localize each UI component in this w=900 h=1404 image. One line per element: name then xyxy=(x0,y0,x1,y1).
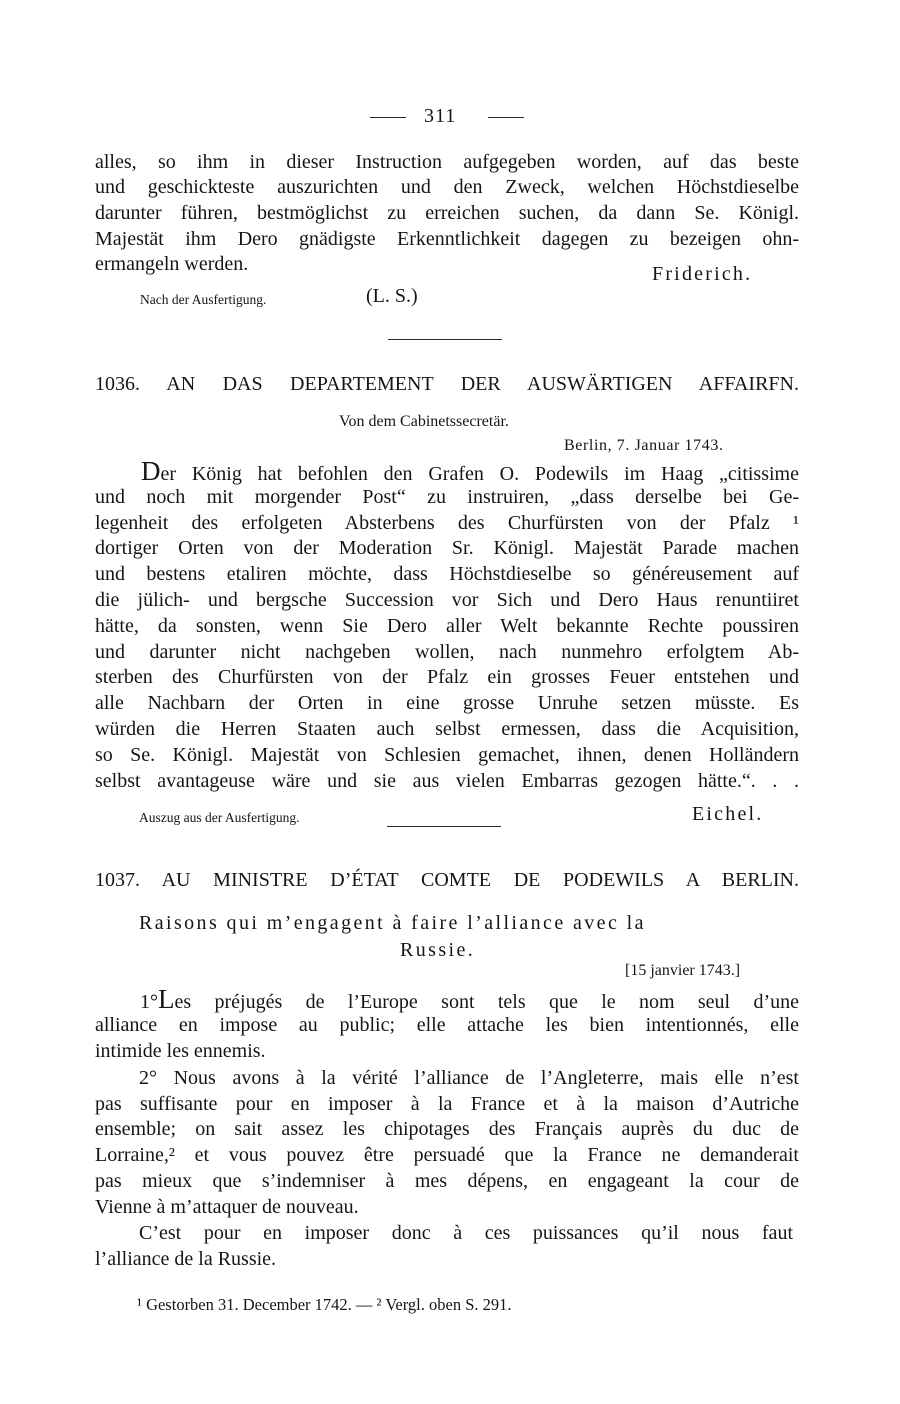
text-line: alliance en impose au public; elle attache les bien intentionnés, elle xyxy=(95,1014,799,1036)
text-line: selbst avantageuse wäre und sie aus vielen Embarras gezogen hätte.“. . . xyxy=(95,770,799,792)
dateline: Berlin, 7. Januar 1743. xyxy=(564,437,724,454)
text-line: und bestens etaliren möchte, dass Höchstdieselbe so généreusement auf xyxy=(95,563,799,585)
text-line: l’alliance de la Russie. xyxy=(95,1248,277,1270)
text-line: C’est pour en imposer donc à ces puissances qu’il nous faut xyxy=(139,1222,793,1244)
section-divider xyxy=(387,826,501,827)
drop-capital: D xyxy=(141,456,161,486)
signature: Friderich. xyxy=(652,263,753,285)
text-line: und geschickteste auszurichten und den Zweck, welchen Höchstdieselbe xyxy=(95,176,799,198)
section-divider xyxy=(388,339,502,340)
letter-title: Russie. xyxy=(400,939,476,961)
text-line: Lorraine,² et vous pouvez être persuadé que la France ne demanderait xyxy=(95,1144,799,1166)
text-line: ensemble; on sait assez les chipotages des Français auprès du duc de xyxy=(95,1118,799,1140)
footnotes: ¹ Gestorben 31. December 1742. — ² Vergl. oben S. 291. xyxy=(137,1295,512,1314)
letter-title: Raisons qui m’engagent à faire l’alliance avec la xyxy=(139,912,646,934)
text-line: dortiger Orten von der Moderation Sr. Königl. Majestät Parade machen xyxy=(95,537,799,559)
text-line: sterben des Churfürsten von der Pfalz ein grosses Feuer entstehen und xyxy=(95,666,799,688)
text-line: 2° Nous avons à la vérité l’alliance de l’Angleterre, mais elle n’est xyxy=(139,1067,799,1089)
text-line: darunter führen, bestmöglichst zu erreichen suchen, da dann Se. Königl. xyxy=(95,202,799,224)
seal-mark: (L. S.) xyxy=(366,285,418,307)
text-line: hätte, da sonsten, wenn Sie Dero aller Welt bekannte Rechte poussiren xyxy=(95,615,799,637)
drop-capital: L xyxy=(158,984,175,1014)
text-line: so Se. Königl. Majestät von Schlesien gemachet, ihnen, denen Holländern xyxy=(95,744,799,766)
page-number: 311 xyxy=(424,105,457,127)
signature: Eichel. xyxy=(692,803,764,825)
letter-subheading: Von dem Cabinetssecretär. xyxy=(339,413,509,430)
text-line: und darunter nicht nachgeben wollen, nach nunmehro erfolgtem Ab- xyxy=(95,641,799,663)
source-note: Nach der Ausfertigung. xyxy=(140,292,267,307)
text-line: legenheit des erfolgeten Absterbens des Churfürsten von der Pfalz ¹ xyxy=(95,512,799,534)
text-line: alles, so ihm in dieser Instruction aufgegeben worden, auf das beste xyxy=(95,151,799,173)
letter-heading: 1037. AU MINISTRE D’ÉTAT COMTE DE PODEWILS A BERLIN. xyxy=(95,869,799,891)
paragraph-marker: 1° xyxy=(140,991,158,1013)
header-rule-right xyxy=(488,117,524,118)
text-line: pas mieux que s’indemniser à mes dépens, en engageant la cour de xyxy=(95,1170,799,1192)
text-line: die jülich- und bergsche Succession vor Sich und Dero Haus renuntiiret xyxy=(95,589,799,611)
text-line: intimide les ennemis. xyxy=(95,1040,266,1062)
header-rule-left xyxy=(370,117,406,118)
text-line: Vienne à m’attaquer de nouveau. xyxy=(95,1196,359,1218)
text-line: und noch mit morgender Post“ zu instruiren, „dass derselbe bei Ge- xyxy=(95,486,799,508)
text-line-rest: es préjugés de l’Europe sont tels que le nom seul d’une xyxy=(174,991,799,1013)
text-line xyxy=(141,456,799,486)
text-line: alle Nachbarn der Orten in eine grosse Unruhe setzen müsste. Es xyxy=(95,692,799,714)
text-line: pas suffisante pour en imposer à la France et à la maison d’Autriche xyxy=(95,1093,799,1115)
letter-heading: 1036. AN DAS DEPARTEMENT DER AUSWÄRTIGEN AFFAIRFN. xyxy=(95,373,799,395)
text-line: Majestät ihm Dero gnädigste Erkenntlichkeit dagegen zu bezeigen ohn- xyxy=(95,228,799,250)
text-line: ermangeln werden. xyxy=(95,253,249,275)
text-line xyxy=(140,984,799,1014)
text-line: würden die Herren Staaten auch selbst ermessen, dass die Acquisition, xyxy=(95,718,799,740)
letter-date: [15 janvier 1743.] xyxy=(625,962,741,979)
text-line-rest: er König hat befohlen den Grafen O. Podewils im Haag „citissime xyxy=(160,463,799,485)
source-note: Auszug aus der Ausfertigung. xyxy=(139,810,300,825)
